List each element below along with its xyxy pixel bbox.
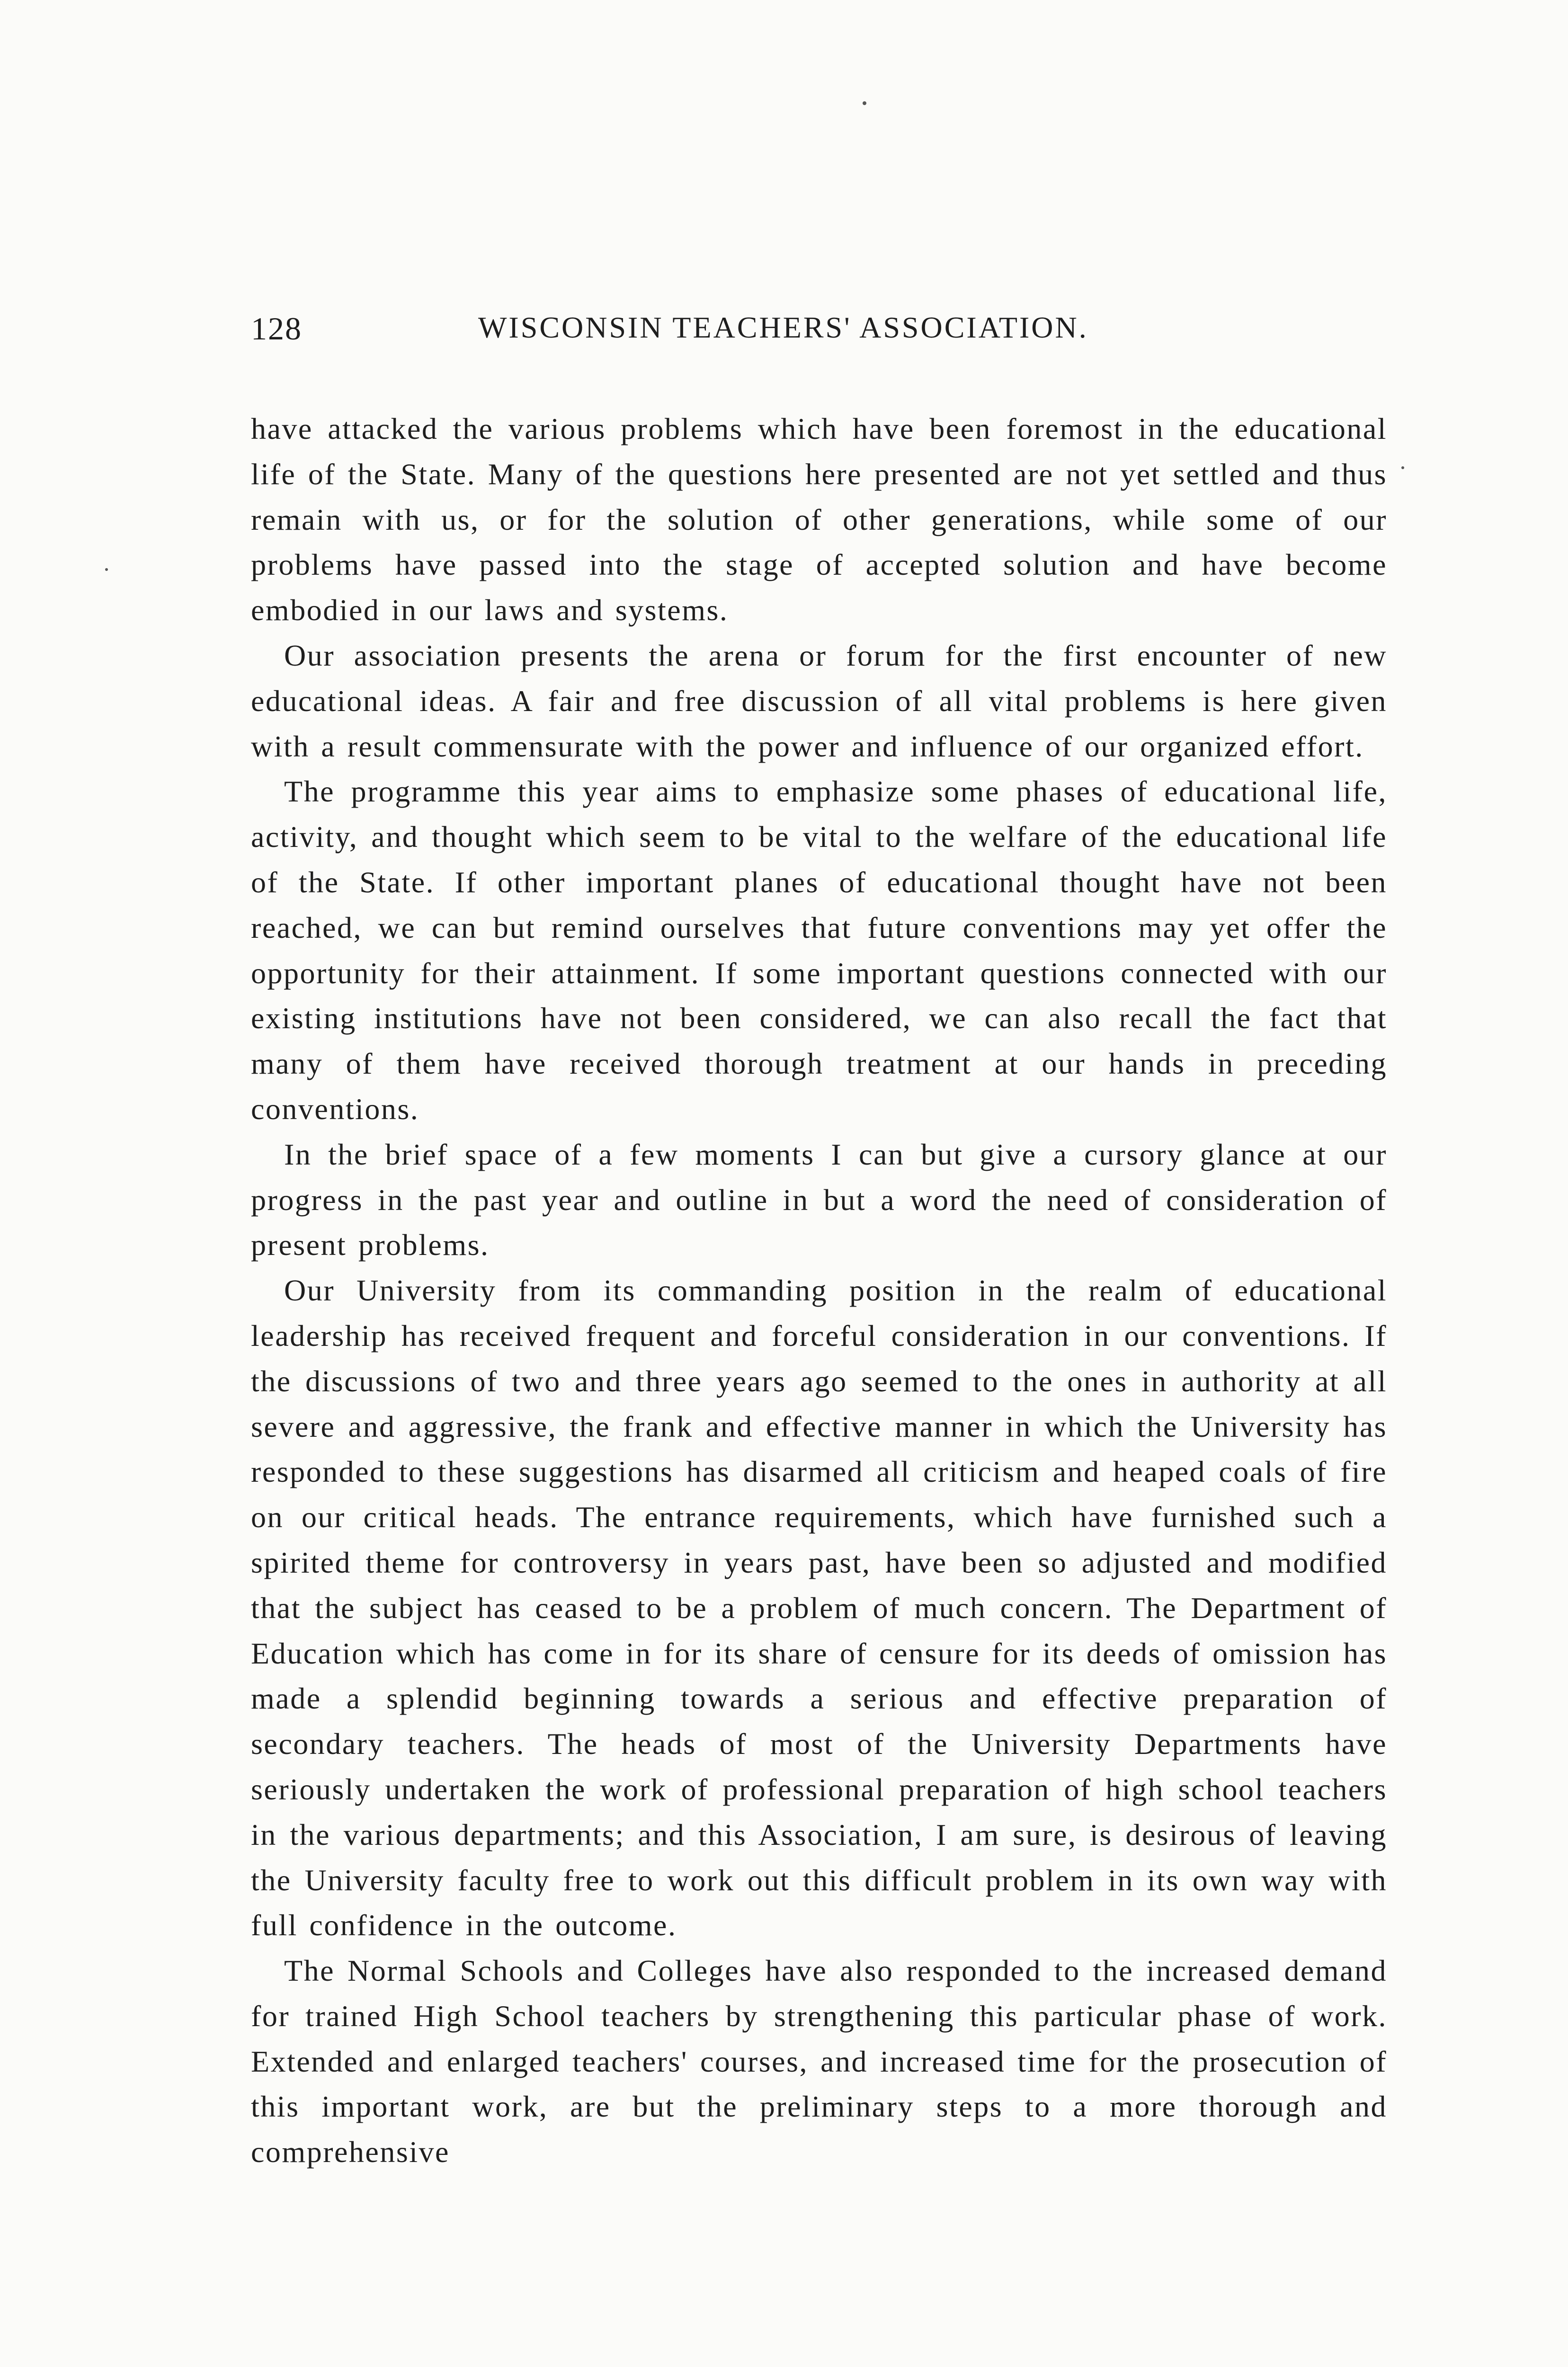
paragraph-6: The Normal Schools and Colleges have also responded to the increased demand for trained High School teachers by strengthening this particular phase of work. Extended and enlarged teachers' courses, and increased time for the prosecution of this important work, are but the preliminary steps to a more thorough and comprehensive [251, 1954, 1387, 2169]
body-text [251, 406, 1387, 2175]
page-header [251, 310, 1387, 357]
paragraph-5: Our University from its commanding position in the realm of educational leadership has received frequent and forceful consideration in our conventions. If the discussions of two and three years ago seemed to the ones in authority at all severe and aggressive, the frank and effective manner in which the University has responded to these suggestions has disarmed all criticism and heaped coals of fire on our critical heads. The entrance requirements, which have furnished such a spirited theme for controversy in years past, have been so adjusted and modified that the subject has ceased to be a problem of much concern. The Department of Education which has come in for its share of censure for its deeds of omission has made a splendid beginning towards a serious and effective preparation of secondary teachers. The heads of most of the University Departments have seriously undertaken the work of professional preparation of high school teachers in the various departments; and this Association, I am sure, is desirous of leaving the University faculty free to work out this difficult problem in its own way with full confidence in the outcome. [251, 1273, 1387, 1942]
page-number: 128 [251, 311, 302, 347]
scan-speck [1401, 466, 1404, 469]
paragraph-1: have attacked the various problems which have been foremost in the educational life of the State. Many of the questions here presented are not yet settled and thus remain with us, or for the solution of other generations, while some of our problems have passed into the stage of accepted solution and have become embodied in our laws and systems. [251, 412, 1387, 627]
paragraph-4: In the brief space of a few moments I can but give a cursory glance at our progress in the past year and outline in but a word the need of consideration of present problems. [251, 1137, 1387, 1262]
paragraph-2: Our association presents the arena or forum for the first encounter of new educational ideas. A fair and free discussion of all vital problems is here given with a result commensurate with the power and influence of our organized effort. [251, 638, 1387, 763]
scan-speck [105, 568, 108, 571]
scan-speck [863, 101, 866, 105]
running-title: WISCONSIN TEACHERS' ASSOCIATION. [478, 311, 1088, 344]
paragraph-3: The programme this year aims to emphasize some phases of educational life, activity, and thought which seem to be vital to the welfare of the educational life of the State. If other important planes of educational thought have not been reached, we can but remind ourselves that future conventions may yet offer the opportunity for their attainment. If some important questions connected with our existing institutions have not been considered, we can also recall the fact that many of them have received thorough treatment at our hands in preceding conventions. [251, 774, 1387, 1126]
